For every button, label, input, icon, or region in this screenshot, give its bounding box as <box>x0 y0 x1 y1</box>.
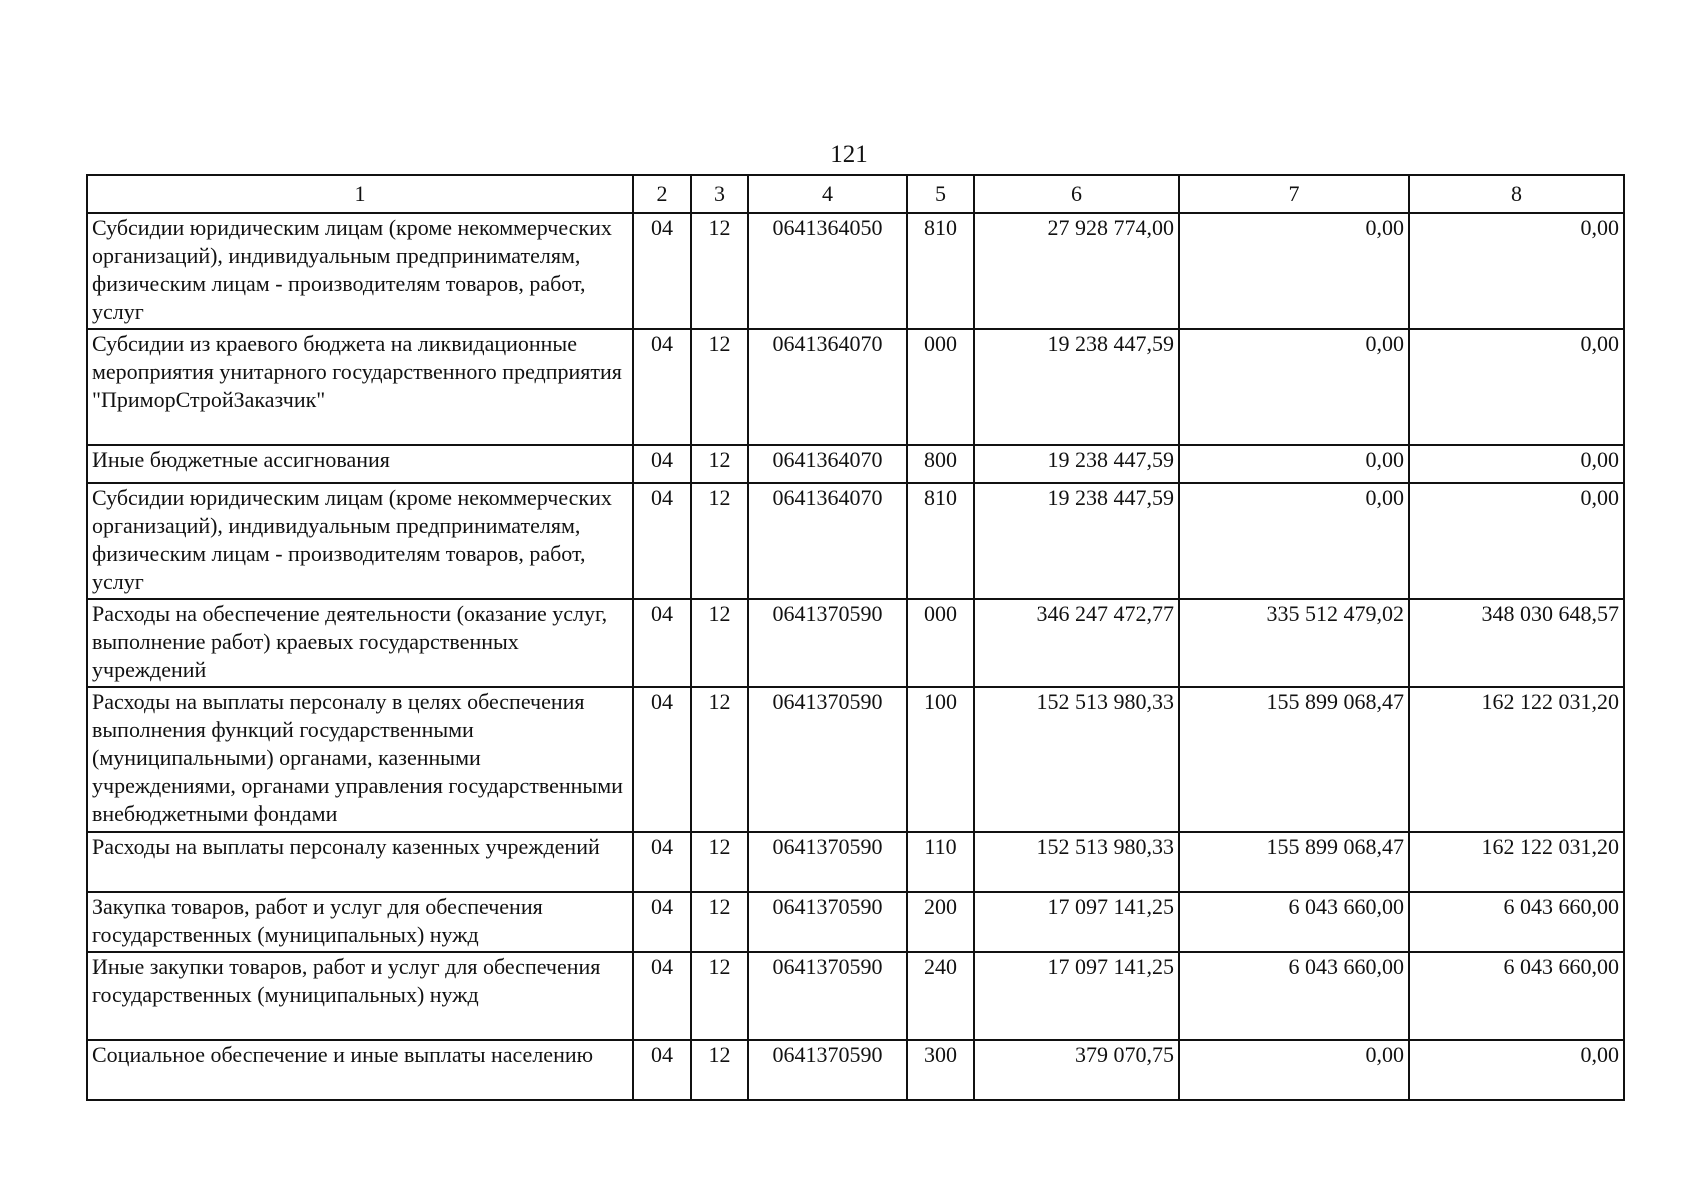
column-header-1: 1 <box>87 175 633 213</box>
table-row <box>87 445 1624 483</box>
subsection-code: 12 <box>691 329 748 445</box>
row-description: Иные закупки товаров, работ и услуг для обеспечения государственных (муниципальных) нужд <box>87 952 633 1040</box>
row-description: Расходы на выплаты персоналу казенных учреждений <box>87 832 633 892</box>
header-row <box>87 175 1624 213</box>
expense-type-code: 110 <box>907 832 974 892</box>
amount-column-6: 19 238 447,59 <box>974 329 1179 445</box>
amount-column-7: 0,00 <box>1179 213 1409 329</box>
row-description: Расходы на обеспечение деятельности (оказание услуг, выполнение работ) краевых государственных учреждений <box>87 599 633 687</box>
expense-type-code: 300 <box>907 1040 974 1100</box>
row-description: Субсидии юридическим лицам (кроме некоммерческих организаций), индивидуальным предпринимателям, физическим лицам - производителям товаров, работ, услуг <box>87 483 633 599</box>
amount-column-7: 0,00 <box>1179 1040 1409 1100</box>
target-article-code: 0641370590 <box>748 1040 907 1100</box>
amount-column-8: 6 043 660,00 <box>1409 892 1624 952</box>
amount-column-8: 162 122 031,20 <box>1409 832 1624 892</box>
table-row <box>87 213 1624 329</box>
subsection-code: 12 <box>691 1040 748 1100</box>
expense-type-code: 240 <box>907 952 974 1040</box>
amount-column-6: 152 513 980,33 <box>974 832 1179 892</box>
subsection-code: 12 <box>691 483 748 599</box>
column-header-6: 6 <box>974 175 1179 213</box>
section-code: 04 <box>633 687 691 832</box>
target-article-code: 0641364050 <box>748 213 907 329</box>
amount-column-6: 17 097 141,25 <box>974 892 1179 952</box>
amount-column-7: 0,00 <box>1179 445 1409 483</box>
subsection-code: 12 <box>691 599 748 687</box>
section-code: 04 <box>633 329 691 445</box>
section-code: 04 <box>633 892 691 952</box>
amount-column-8: 0,00 <box>1409 329 1624 445</box>
column-header-5: 5 <box>907 175 974 213</box>
row-description: Социальное обеспечение и иные выплаты населению <box>87 1040 633 1100</box>
subsection-code: 12 <box>691 213 748 329</box>
target-article-code: 0641364070 <box>748 445 907 483</box>
column-header-4: 4 <box>748 175 907 213</box>
amount-column-8: 0,00 <box>1409 483 1624 599</box>
table-row <box>87 832 1624 892</box>
amount-column-8: 348 030 648,57 <box>1409 599 1624 687</box>
table-row <box>87 483 1624 599</box>
amount-column-6: 152 513 980,33 <box>974 687 1179 832</box>
section-code: 04 <box>633 599 691 687</box>
table-row <box>87 329 1624 445</box>
amount-column-6: 17 097 141,25 <box>974 952 1179 1040</box>
column-header-2: 2 <box>633 175 691 213</box>
target-article-code: 0641370590 <box>748 892 907 952</box>
row-description: Иные бюджетные ассигнования <box>87 445 633 483</box>
column-header-7: 7 <box>1179 175 1409 213</box>
row-description: Расходы на выплаты персоналу в целях обеспечения выполнения функций государственными (муниципальными) органами, казенными учреждениями, органами управления государственными внебюджетными фондами <box>87 687 633 832</box>
expense-type-code: 000 <box>907 329 974 445</box>
amount-column-7: 0,00 <box>1179 329 1409 445</box>
amount-column-8: 0,00 <box>1409 1040 1624 1100</box>
amount-column-8: 0,00 <box>1409 213 1624 329</box>
table-row <box>87 952 1624 1040</box>
row-description: Субсидии юридическим лицам (кроме некоммерческих организаций), индивидуальным предпринимателям, физическим лицам - производителям товаров, работ, услуг <box>87 213 633 329</box>
expense-type-code: 810 <box>907 483 974 599</box>
amount-column-6: 19 238 447,59 <box>974 483 1179 599</box>
amount-column-6: 346 247 472,77 <box>974 599 1179 687</box>
subsection-code: 12 <box>691 687 748 832</box>
subsection-code: 12 <box>691 832 748 892</box>
target-article-code: 0641364070 <box>748 483 907 599</box>
section-code: 04 <box>633 483 691 599</box>
amount-column-7: 155 899 068,47 <box>1179 832 1409 892</box>
page-number: 121 <box>830 141 868 168</box>
expense-type-code: 800 <box>907 445 974 483</box>
target-article-code: 0641370590 <box>748 599 907 687</box>
section-code: 04 <box>633 445 691 483</box>
expense-type-code: 100 <box>907 687 974 832</box>
amount-column-7: 6 043 660,00 <box>1179 892 1409 952</box>
table-row <box>87 892 1624 952</box>
subsection-code: 12 <box>691 445 748 483</box>
column-header-3: 3 <box>691 175 748 213</box>
amount-column-7: 6 043 660,00 <box>1179 952 1409 1040</box>
target-article-code: 0641370590 <box>748 952 907 1040</box>
section-code: 04 <box>633 832 691 892</box>
amount-column-8: 162 122 031,20 <box>1409 687 1624 832</box>
target-article-code: 0641370590 <box>748 832 907 892</box>
section-code: 04 <box>633 213 691 329</box>
subsection-code: 12 <box>691 892 748 952</box>
column-header-8: 8 <box>1409 175 1624 213</box>
expense-type-code: 200 <box>907 892 974 952</box>
expense-type-code: 000 <box>907 599 974 687</box>
target-article-code: 0641364070 <box>748 329 907 445</box>
table-row <box>87 599 1624 687</box>
row-description: Субсидии из краевого бюджета на ликвидационные мероприятия унитарного государственного предприятия "ПриморСтройЗаказчик" <box>87 329 633 445</box>
subsection-code: 12 <box>691 952 748 1040</box>
amount-column-7: 0,00 <box>1179 483 1409 599</box>
row-description: Закупка товаров, работ и услуг для обеспечения государственных (муниципальных) нужд <box>87 892 633 952</box>
amount-column-6: 27 928 774,00 <box>974 213 1179 329</box>
amount-column-7: 155 899 068,47 <box>1179 687 1409 832</box>
amount-column-8: 0,00 <box>1409 445 1624 483</box>
expense-type-code: 810 <box>907 213 974 329</box>
budget-table <box>86 174 1625 1101</box>
section-code: 04 <box>633 952 691 1040</box>
amount-column-6: 19 238 447,59 <box>974 445 1179 483</box>
section-code: 04 <box>633 1040 691 1100</box>
target-article-code: 0641370590 <box>748 687 907 832</box>
table-row <box>87 1040 1624 1100</box>
amount-column-6: 379 070,75 <box>974 1040 1179 1100</box>
table-row <box>87 687 1624 832</box>
amount-column-7: 335 512 479,02 <box>1179 599 1409 687</box>
amount-column-8: 6 043 660,00 <box>1409 952 1624 1040</box>
